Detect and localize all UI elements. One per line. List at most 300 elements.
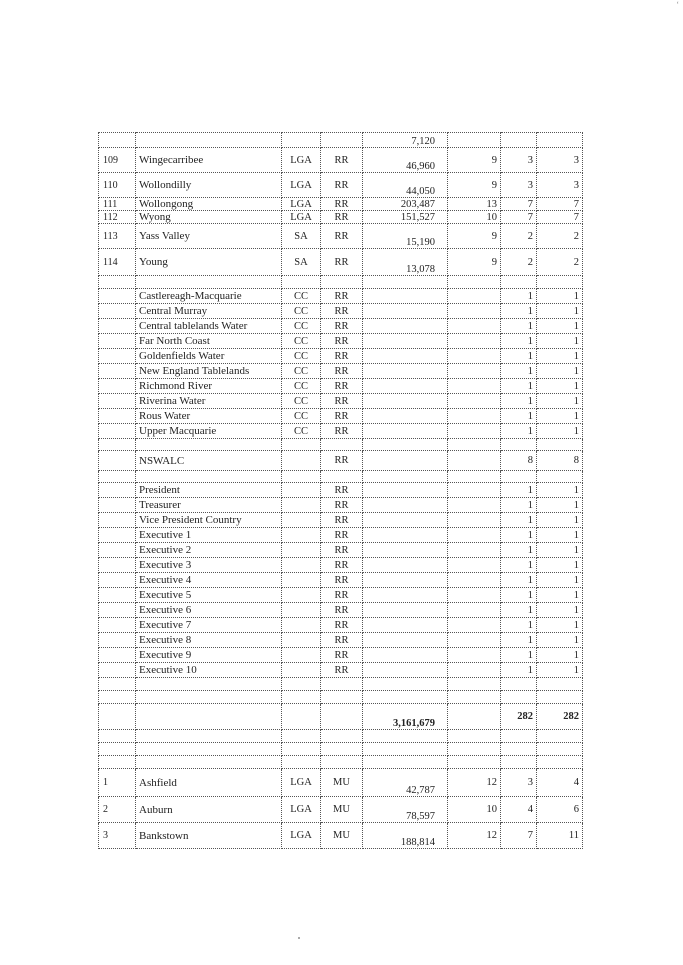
row-number-cell — [99, 334, 136, 349]
table-row — [99, 528, 583, 543]
council-type-cell — [282, 730, 321, 743]
population-cell — [363, 409, 448, 424]
row-number-cell — [99, 364, 136, 379]
council-type-cell — [282, 471, 321, 483]
delegates-cell: 1 — [537, 588, 583, 603]
council-name-cell — [136, 691, 282, 704]
council-type-cell — [282, 513, 321, 528]
row-number-cell — [99, 319, 136, 334]
row-number-cell — [99, 133, 136, 148]
votes-cell: 1 — [501, 573, 537, 588]
row-number-cell — [99, 691, 136, 704]
population-cell — [363, 334, 448, 349]
row-number-cell — [99, 289, 136, 304]
council-type-cell — [282, 663, 321, 678]
council-type-cell — [282, 543, 321, 558]
votes-cell — [501, 691, 537, 704]
councillors-cell: 12 — [448, 823, 501, 849]
councillors-cell — [448, 633, 501, 648]
votes-cell — [501, 439, 537, 451]
table-row — [99, 394, 583, 409]
votes-cell: 1 — [501, 663, 537, 678]
row-number-cell — [99, 394, 136, 409]
council-name-cell: Executive 10 — [136, 663, 282, 678]
councillors-cell — [448, 319, 501, 334]
region-code-cell: MU — [321, 823, 363, 849]
votes-cell — [501, 678, 537, 691]
row-number-cell: 110 — [99, 173, 136, 198]
population-cell — [363, 513, 448, 528]
votes-cell: 1 — [501, 618, 537, 633]
council-type-cell — [282, 704, 321, 730]
row-number-cell — [99, 648, 136, 663]
council-type-cell: LGA — [282, 797, 321, 823]
population-cell — [363, 543, 448, 558]
votes-cell: 1 — [501, 648, 537, 663]
table-row — [99, 173, 583, 198]
population-cell — [363, 498, 448, 513]
council-name-cell: President — [136, 483, 282, 498]
council-name-cell: Goldenfields Water — [136, 349, 282, 364]
table-row — [99, 648, 583, 663]
row-number-cell — [99, 451, 136, 471]
row-number-cell — [99, 276, 136, 289]
councillors-cell — [448, 704, 501, 730]
table-row — [99, 543, 583, 558]
region-code-cell: RR — [321, 451, 363, 471]
councillors-cell — [448, 349, 501, 364]
votes-cell: 7 — [501, 211, 537, 224]
region-code-cell: RR — [321, 618, 363, 633]
table-row — [99, 471, 583, 483]
region-code-cell: MU — [321, 769, 363, 797]
row-number-cell: 113 — [99, 224, 136, 249]
council-name-cell: Executive 8 — [136, 633, 282, 648]
population-cell — [363, 756, 448, 769]
votes-cell: 1 — [501, 528, 537, 543]
council-name-cell: New England Tablelands — [136, 364, 282, 379]
votes-cell — [501, 730, 537, 743]
population-cell — [363, 743, 448, 756]
table-row — [99, 289, 583, 304]
votes-cell: 1 — [501, 289, 537, 304]
council-type-cell — [282, 678, 321, 691]
table-row — [99, 513, 583, 528]
councillors-cell — [448, 289, 501, 304]
council-name-cell — [136, 704, 282, 730]
council-type-cell: LGA — [282, 211, 321, 224]
council-type-cell — [282, 633, 321, 648]
table-body — [99, 133, 583, 849]
delegates-cell: 282 — [537, 704, 583, 730]
council-type-cell — [282, 603, 321, 618]
councillors-cell — [448, 678, 501, 691]
row-number-cell — [99, 528, 136, 543]
council-type-cell: LGA — [282, 198, 321, 211]
councillors-cell — [448, 379, 501, 394]
delegates-cell: 1 — [537, 573, 583, 588]
table-row — [99, 379, 583, 394]
delegates-cell: 1 — [537, 528, 583, 543]
row-number-cell — [99, 756, 136, 769]
population-cell — [363, 304, 448, 319]
row-number-cell: 111 — [99, 198, 136, 211]
region-code-cell: MU — [321, 797, 363, 823]
councillors-cell — [448, 528, 501, 543]
council-name-cell: Executive 3 — [136, 558, 282, 573]
table-row — [99, 823, 583, 849]
population-cell — [363, 648, 448, 663]
votes-cell: 3 — [501, 173, 537, 198]
council-type-cell: LGA — [282, 148, 321, 173]
region-code-cell: RR — [321, 573, 363, 588]
council-type-cell: CC — [282, 364, 321, 379]
councillors-cell — [448, 743, 501, 756]
region-code-cell: RR — [321, 304, 363, 319]
delegates-cell: 4 — [537, 769, 583, 797]
delegates-cell — [537, 756, 583, 769]
councillors-cell: 9 — [448, 148, 501, 173]
councillors-cell — [448, 543, 501, 558]
table-row — [99, 319, 583, 334]
table-row — [99, 691, 583, 704]
councillors-cell — [448, 394, 501, 409]
councillors-cell — [448, 409, 501, 424]
council-type-cell: CC — [282, 349, 321, 364]
councillors-cell — [448, 304, 501, 319]
region-code-cell: RR — [321, 319, 363, 334]
population-cell — [363, 618, 448, 633]
delegates-cell: 1 — [537, 289, 583, 304]
councillors-cell — [448, 133, 501, 148]
votes-cell: 1 — [501, 334, 537, 349]
region-code-cell — [321, 756, 363, 769]
table-row — [99, 439, 583, 451]
council-type-cell: CC — [282, 409, 321, 424]
population-cell — [363, 633, 448, 648]
population-cell: 44,050 — [363, 173, 448, 198]
region-code-cell: RR — [321, 249, 363, 276]
votes-cell: 8 — [501, 451, 537, 471]
councillors-cell — [448, 573, 501, 588]
region-code-cell: RR — [321, 528, 363, 543]
region-code-cell — [321, 276, 363, 289]
council-type-cell — [282, 618, 321, 633]
councillors-cell: 10 — [448, 797, 501, 823]
population-cell — [363, 483, 448, 498]
votes-cell: 1 — [501, 409, 537, 424]
population-cell: 151,527 — [363, 211, 448, 224]
council-name-cell — [136, 756, 282, 769]
table-row — [99, 224, 583, 249]
councillors-cell: 9 — [448, 173, 501, 198]
council-name-cell — [136, 471, 282, 483]
table-row — [99, 133, 583, 148]
population-cell — [363, 558, 448, 573]
table-row — [99, 730, 583, 743]
region-code-cell: RR — [321, 349, 363, 364]
council-type-cell — [282, 498, 321, 513]
delegates-cell: 1 — [537, 618, 583, 633]
region-code-cell: RR — [321, 334, 363, 349]
council-name-cell — [136, 730, 282, 743]
council-name-cell — [136, 276, 282, 289]
votes-cell: 1 — [501, 319, 537, 334]
population-cell: 78,597 — [363, 797, 448, 823]
council-type-cell — [282, 756, 321, 769]
delegates-cell: 7 — [537, 211, 583, 224]
region-code-cell: RR — [321, 394, 363, 409]
councillors-cell — [448, 558, 501, 573]
votes-cell: 1 — [501, 424, 537, 439]
delegates-cell — [537, 276, 583, 289]
votes-cell: 3 — [501, 769, 537, 797]
council-name-cell: Wingecarribee — [136, 148, 282, 173]
row-number-cell — [99, 424, 136, 439]
council-name-cell: Wollongong — [136, 198, 282, 211]
council-type-cell — [282, 648, 321, 663]
councillors-cell — [448, 603, 501, 618]
council-type-cell: SA — [282, 249, 321, 276]
delegates-cell: 1 — [537, 648, 583, 663]
councillors-cell — [448, 334, 501, 349]
delegates-cell: 2 — [537, 224, 583, 249]
council-type-cell — [282, 451, 321, 471]
table-row — [99, 424, 583, 439]
row-number-cell — [99, 663, 136, 678]
council-type-cell: LGA — [282, 823, 321, 849]
table-row — [99, 603, 583, 618]
council-type-cell: LGA — [282, 173, 321, 198]
votes-cell: 282 — [501, 704, 537, 730]
delegates-cell — [537, 678, 583, 691]
council-name-cell: Vice President Country — [136, 513, 282, 528]
councillors-cell: 13 — [448, 198, 501, 211]
councillors-cell — [448, 439, 501, 451]
councillors-cell: 12 — [448, 769, 501, 797]
delegates-cell: 1 — [537, 409, 583, 424]
table-row — [99, 276, 583, 289]
row-number-cell — [99, 588, 136, 603]
council-type-cell: LGA — [282, 769, 321, 797]
delegates-cell: 1 — [537, 558, 583, 573]
table-row — [99, 618, 583, 633]
council-type-cell — [282, 133, 321, 148]
council-name-cell: Executive 6 — [136, 603, 282, 618]
councillors-cell — [448, 483, 501, 498]
row-number-cell — [99, 618, 136, 633]
council-type-cell: SA — [282, 224, 321, 249]
councillors-cell — [448, 451, 501, 471]
votes-cell: 1 — [501, 513, 537, 528]
votes-cell: 3 — [501, 148, 537, 173]
population-cell — [363, 379, 448, 394]
votes-cell — [501, 743, 537, 756]
table-row — [99, 304, 583, 319]
councillors-cell — [448, 663, 501, 678]
table-row — [99, 498, 583, 513]
row-number-cell — [99, 304, 136, 319]
delegates-cell — [537, 439, 583, 451]
table-row — [99, 678, 583, 691]
council-type-cell: CC — [282, 319, 321, 334]
region-code-cell: RR — [321, 148, 363, 173]
region-code-cell: RR — [321, 513, 363, 528]
region-code-cell: RR — [321, 424, 363, 439]
council-type-cell — [282, 588, 321, 603]
region-code-cell — [321, 691, 363, 704]
region-code-cell — [321, 471, 363, 483]
delegates-cell: 11 — [537, 823, 583, 849]
council-name-cell: Executive 4 — [136, 573, 282, 588]
delegates-cell: 1 — [537, 424, 583, 439]
row-number-cell — [99, 743, 136, 756]
council-name-cell — [136, 439, 282, 451]
council-type-cell — [282, 483, 321, 498]
council-name-cell: Richmond River — [136, 379, 282, 394]
council-name-cell — [136, 133, 282, 148]
population-cell — [363, 319, 448, 334]
table-row — [99, 769, 583, 797]
votes-cell: 1 — [501, 483, 537, 498]
council-name-cell: Executive 1 — [136, 528, 282, 543]
council-name-cell: Treasurer — [136, 498, 282, 513]
table-row — [99, 148, 583, 173]
population-cell — [363, 603, 448, 618]
total-row — [99, 704, 583, 730]
region-code-cell: RR — [321, 543, 363, 558]
region-code-cell: RR — [321, 409, 363, 424]
council-name-cell: Wyong — [136, 211, 282, 224]
delegates-cell: 1 — [537, 513, 583, 528]
votes-cell: 1 — [501, 543, 537, 558]
delegates-cell: 1 — [537, 603, 583, 618]
council-type-cell: CC — [282, 394, 321, 409]
council-type-cell: CC — [282, 334, 321, 349]
table-row — [99, 364, 583, 379]
council-name-cell: Executive 2 — [136, 543, 282, 558]
table-row — [99, 558, 583, 573]
council-type-cell: CC — [282, 424, 321, 439]
delegates-cell: 1 — [537, 394, 583, 409]
delegates-cell: 1 — [537, 663, 583, 678]
votes-cell: 7 — [501, 823, 537, 849]
table-row — [99, 743, 583, 756]
region-code-cell — [321, 439, 363, 451]
votes-cell: 1 — [501, 349, 537, 364]
votes-cell: 1 — [501, 633, 537, 648]
row-number-cell — [99, 349, 136, 364]
row-number-cell — [99, 379, 136, 394]
table-row — [99, 663, 583, 678]
delegates-cell: 1 — [537, 379, 583, 394]
row-number-cell: 114 — [99, 249, 136, 276]
council-name-cell: Central Murray — [136, 304, 282, 319]
councillors-cell — [448, 730, 501, 743]
population-cell — [363, 289, 448, 304]
row-number-cell: 2 — [99, 797, 136, 823]
population-cell: 15,190 — [363, 224, 448, 249]
council-type-cell: CC — [282, 379, 321, 394]
row-number-cell: 3 — [99, 823, 136, 849]
delegates-cell — [537, 730, 583, 743]
council-name-cell: Executive 7 — [136, 618, 282, 633]
table-row — [99, 633, 583, 648]
delegates-cell — [537, 743, 583, 756]
population-cell — [363, 364, 448, 379]
council-name-cell: Far North Coast — [136, 334, 282, 349]
row-number-cell — [99, 573, 136, 588]
region-code-cell: RR — [321, 588, 363, 603]
council-type-cell — [282, 528, 321, 543]
votes-cell: 4 — [501, 797, 537, 823]
region-code-cell: RR — [321, 173, 363, 198]
councillors-cell — [448, 364, 501, 379]
page-corner-mark: ‘ — [676, 0, 679, 9]
population-cell — [363, 691, 448, 704]
votes-cell: 1 — [501, 379, 537, 394]
table-row — [99, 211, 583, 224]
allocation-table — [98, 132, 583, 849]
region-code-cell: RR — [321, 483, 363, 498]
votes-cell — [501, 133, 537, 148]
region-code-cell: RR — [321, 364, 363, 379]
council-type-cell — [282, 276, 321, 289]
population-cell — [363, 394, 448, 409]
row-number-cell — [99, 439, 136, 451]
table-row — [99, 483, 583, 498]
councillors-cell — [448, 276, 501, 289]
table-row — [99, 588, 583, 603]
councillors-cell — [448, 691, 501, 704]
row-number-cell — [99, 483, 136, 498]
council-name-cell: Young — [136, 249, 282, 276]
councillors-cell — [448, 498, 501, 513]
delegates-cell: 1 — [537, 304, 583, 319]
council-name-cell — [136, 743, 282, 756]
votes-cell — [501, 471, 537, 483]
scan-speck — [298, 937, 300, 939]
row-number-cell — [99, 730, 136, 743]
population-cell — [363, 451, 448, 471]
delegates-cell: 3 — [537, 148, 583, 173]
region-code-cell — [321, 678, 363, 691]
row-number-cell: 1 — [99, 769, 136, 797]
council-name-cell: NSWALC — [136, 451, 282, 471]
row-number-cell — [99, 603, 136, 618]
region-code-cell: RR — [321, 289, 363, 304]
votes-cell: 1 — [501, 304, 537, 319]
votes-cell: 1 — [501, 588, 537, 603]
delegates-cell: 1 — [537, 334, 583, 349]
population-cell: 13,078 — [363, 249, 448, 276]
councillors-cell — [448, 618, 501, 633]
population-cell — [363, 349, 448, 364]
region-code-cell: RR — [321, 198, 363, 211]
delegates-cell: 1 — [537, 483, 583, 498]
councillors-cell — [448, 756, 501, 769]
delegates-cell: 1 — [537, 364, 583, 379]
table-row — [99, 409, 583, 424]
region-code-cell: RR — [321, 648, 363, 663]
delegates-cell — [537, 133, 583, 148]
council-type-cell — [282, 691, 321, 704]
row-number-cell — [99, 409, 136, 424]
votes-cell: 2 — [501, 224, 537, 249]
population-cell: 188,814 — [363, 823, 448, 849]
council-name-cell: Yass Valley — [136, 224, 282, 249]
table-row — [99, 573, 583, 588]
